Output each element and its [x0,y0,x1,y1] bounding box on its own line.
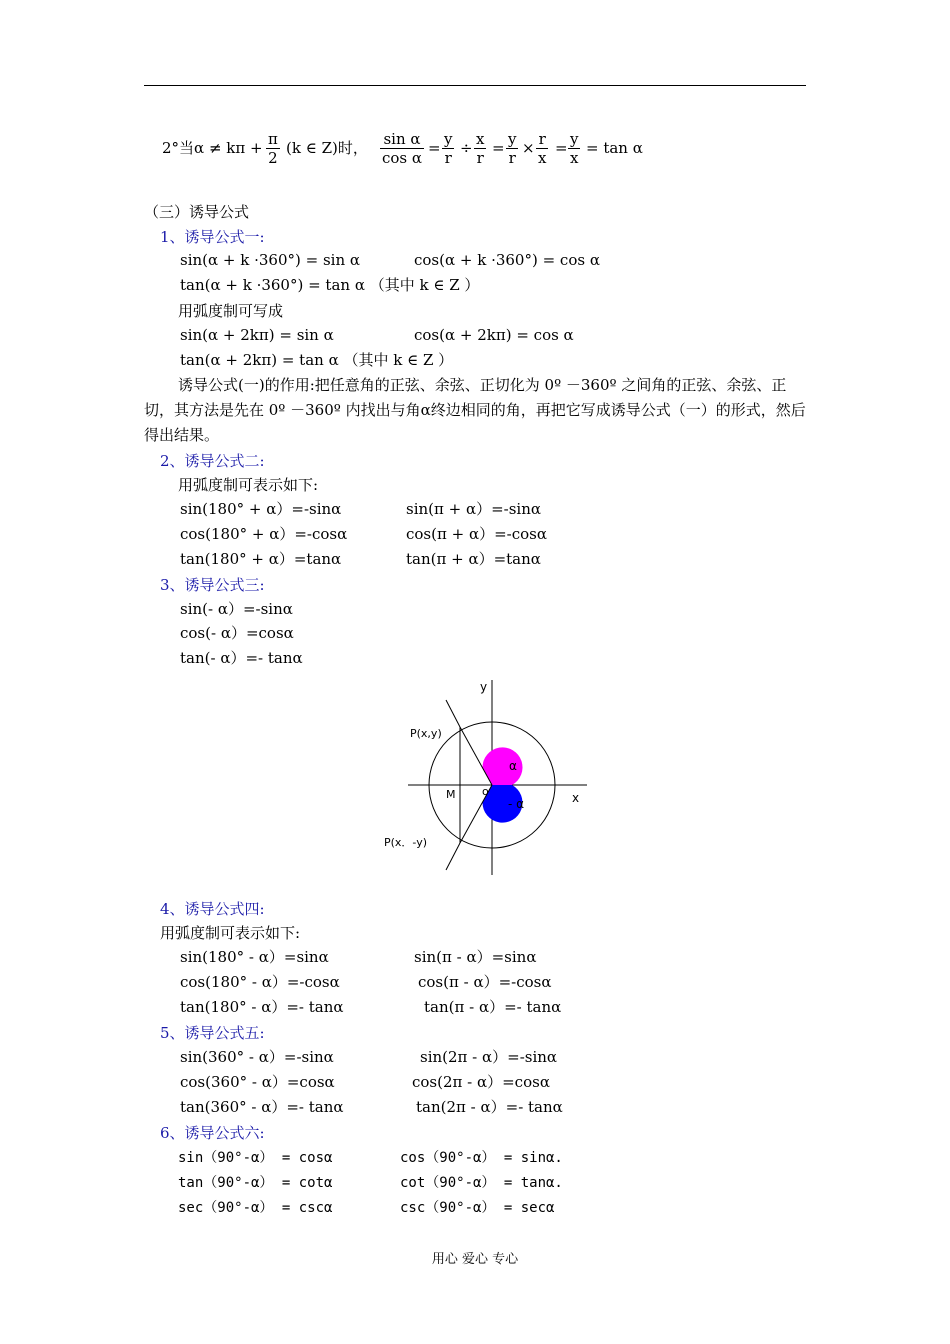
formula1-cos: cos(α + k ·360°) = cos α [414,251,600,269]
formula6-row: tan（90°-α） = cotα [178,1175,333,1191]
x-axis-label: x [572,791,580,805]
formula1-tan-radian: tan(α + 2kπ) = tan α （其中 k ∈ Z ） [180,351,454,369]
formula6-row: cot（90°-α） = tanα. [400,1175,563,1191]
fraction-y-over-r-2: $\frac{y}{r}$ [508,130,517,167]
formula1-sin-radian: sin(α + 2kπ) = sin α [180,326,334,344]
fraction-y-over-x: $\frac{y}{x}$ [570,130,579,167]
formula3-row: sin(- α）=-sinα [180,600,293,618]
formula5-row: tan(2π - α）=- tanα [416,1098,563,1116]
fraction-y-over-r: $\frac{y}{r}$ [444,130,453,167]
formula5-row: sin(360° - α）=-sinα [180,1048,334,1066]
formula-lead: 2°当α ≠ kπ + [162,139,263,157]
formula3-heading: 3、诱导公式三: [160,576,265,594]
point-p-label: P(x,y) [410,727,442,740]
formula5-row: sin(2π - α）=-sinα [420,1048,558,1066]
fraction-r-over-x: $\frac{r}{x}$ [538,130,547,167]
formula6-row: cos（90°-α） = sinα. [400,1150,563,1166]
formula4-row: sin(180° - α）=sinα [180,948,329,966]
formula6-row: csc（90°-α） = secα [400,1200,555,1216]
formula5-heading: 5、诱导公式五: [160,1024,265,1042]
formula2-row: tan(π + α）=tanα [406,550,541,568]
header-rule [144,85,806,86]
formula5-row: tan(360° - α）=- tanα [180,1098,344,1116]
ray-extension-top [446,700,460,727]
formula5-row: cos(2π - α）=cosα [412,1073,550,1091]
point-m-label: M [446,788,456,801]
formula1-cos-radian: cos(α + 2kπ) = cos α [414,326,574,344]
formula2-row: cos(π + α）=-cosα [406,525,547,543]
formula4-row: cos(180° - α）=-cosα [180,973,340,991]
formula1-explanation: 诱导公式(一)的作用:把任意角的正弦、余弦、正切化为 0º －360º 之间角的正弦、余弦、正切，其方法是先在 0º －360º 内找出与角α终边相同的角，再把它写成诱导公式（一）的形式，然后得出结果。 [144,376,806,444]
times-sign: × [522,139,535,157]
origin-label: o [482,785,489,798]
formula2-intro: 用弧度制可表示如下: [178,476,319,494]
equals-sign: = [428,139,441,157]
formula4-row: tan(180° - α）=- tanα [180,998,344,1016]
formula2-heading: 2、诱导公式二: [160,452,265,470]
fraction-x-over-r: $\frac{x}{r}$ [476,130,485,167]
equals-sign: = [492,139,505,157]
page-footer: 用心 爱心 专心 [431,1252,519,1267]
formula1-radian-intro: 用弧度制可写成 [178,302,284,320]
formula6-heading: 6、诱导公式六: [160,1124,265,1142]
formula4-intro: 用弧度制可表示如下: [160,924,301,942]
formula2-row: tan(180° + α）=tanα [180,550,342,568]
formula3-row: tan(- α）=- tanα [180,649,303,667]
ray-extension-bottom [446,843,460,870]
formula5-row: cos(360° - α）=cosα [180,1073,335,1091]
y-axis-label: y [480,680,488,694]
fraction-pi-over-2: $\frac{\pi}{2}$ [268,130,278,167]
formula-result: = tan α [586,139,643,157]
formula4-row: cos(π - α）=-cosα [418,973,552,991]
formula4-row: tan(π - α）=- tanα [424,998,562,1016]
unit-circle-figure [382,678,602,878]
formula4-heading: 4、诱导公式四: [160,900,265,918]
formula4-row: sin(π - α）=sinα [414,948,537,966]
section-title: （三）诱导公式 [144,203,250,221]
formula2-row: cos(180° + α）=-cosα [180,525,348,543]
alpha-label: α [509,759,517,773]
neg-alpha-label: - α [508,797,525,811]
formula6-row: sec（90°-α） = cscα [178,1200,333,1216]
formula2-row: sin(180° + α）=-sinα [180,500,342,518]
formula3-row: cos(- α）=cosα [180,624,294,642]
fraction-sin-over-cos: $\frac{\text{sin α}}{\text{cos α}}$ [382,130,423,167]
formula1-sin: sin(α + k ·360°) = sin α [180,251,361,269]
equals-sign: = [555,139,568,157]
formula1-tan: tan(α + k ·360°) = tan α （其中 k ∈ Z ） [180,276,480,294]
formula2-row: sin(π + α）=-sinα [406,500,542,518]
point-p-reflected-label: P(x．-y) [384,836,428,849]
divide-sign: ÷ [460,139,473,157]
formula-condition: (k ∈ Z)时， [286,139,368,157]
formula6-row: sin（90°-α） = cosα [178,1150,333,1166]
formula1-heading: 1、诱导公式一: [160,228,265,246]
